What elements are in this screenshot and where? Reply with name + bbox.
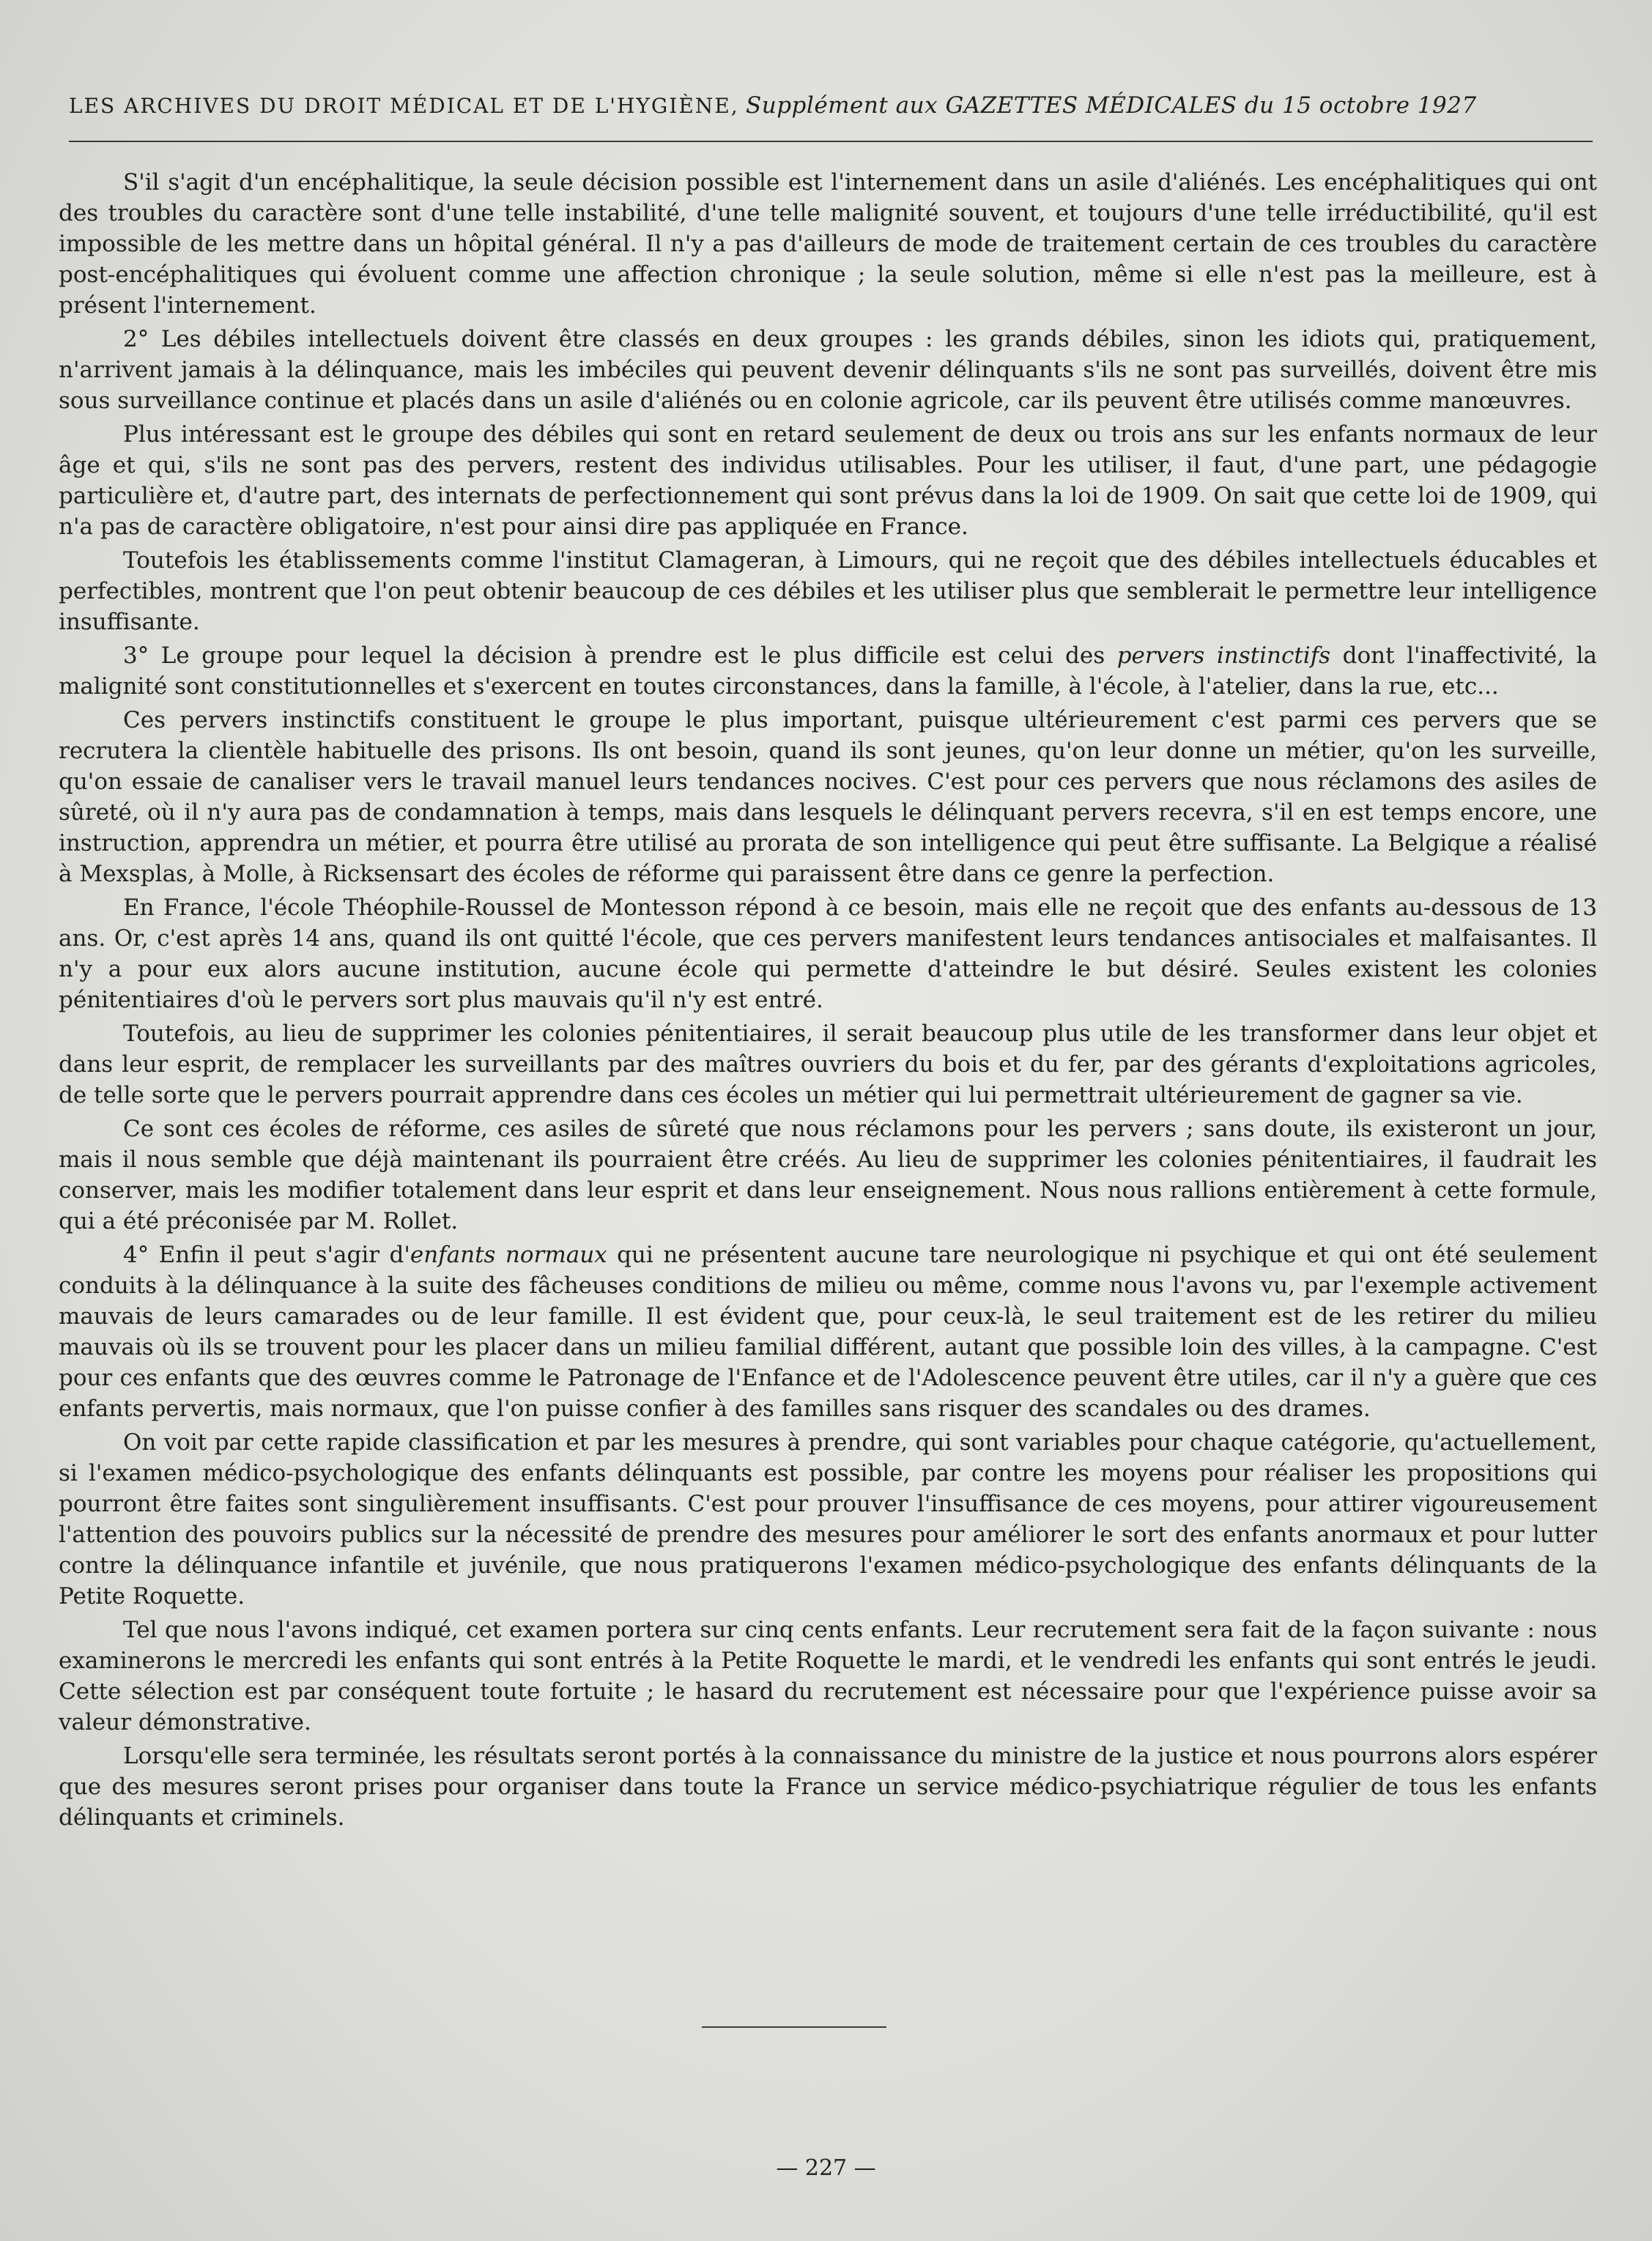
paragraph-text: dont l'inaffectivité, la malignité sont constitutionnelles et s'exercent en toutes circonstances, dans la famille, à l'école, à l'atelier, dans la rue, etc... xyxy=(59,642,1597,700)
paragraph-institut-clamageran: Toutefois les établissements comme l'institut Clamageran, à Limours, qui ne reçoit que des débiles intellectuels éducables et perfectibles, montrent que l'on peut obtenir beaucoup de ces débiles et les utiliser plus que semblerait le permettre leur intelligence insuffisante. xyxy=(59,547,1597,635)
paragraph-classification: On voit par cette rapide classification et par les mesures à prendre, qui sont variables pour chaque catégorie, qu'actuellement, si l'examen médico-psychologique des enfants délinquants est possible, par contre les moyens pour réaliser les propositions qui pourront être faites sont singulièrement insuffisants. C'est pour prouver l'insuffisance de ces moyens, pour attirer vigoureusement l'attention des pouvoirs publics sur la nécessité de prendre des mesures pour améliorer le sort des enfants anormaux et pour lutter contre la délinquance infantile et juvénile, que nous pratiquerons l'examen médico-psychologique des enfants délinquants de la Petite Roquette. xyxy=(59,1429,1597,1610)
running-header xyxy=(69,92,1593,119)
supplement-title: Supplément aux GAZETTES MÉDICALES du 15 octobre 1927 xyxy=(746,92,1477,119)
paragraph-text: qui ne présentent aucune tare neurologique ni psychique et qui ont été seulement conduits à la délinquance à la suite des fâcheuses conditions de milieu ou même, comme nous l'avons vu, par l'exemple activement mauvais de leurs camarades ou de leur famille. Il est évident que, pour ceux-là, le seul traitement est de les retirer du milieu mauvais où ils se trouvent pour les placer dans un milieu familial différent, autant que possible loin des villes, à la campagne. C'est pour ces enfants que des œuvres comme le Patronage de l'Enfance et de l'Adolescence peuvent être utiles, car il n'y a guère que ces enfants pervertis, mais normaux, que l'on puisse confier à des familles sans risquer des scandales ou des drames. xyxy=(59,1242,1597,1422)
paragraph-pervers-instinctifs xyxy=(59,640,1597,702)
paragraph-asiles-surete: Ces pervers instinctifs constituent le groupe le plus important, puisque ultérieurement c'est parmi ces pervers que se recrutera la clientèle habituelle des prisons. Ils ont besoin, quand ils sont jeunes, qu'on leur donne un métier, qu'on les surveille, qu'on essaie de canaliser vers le travail manuel leurs tendances nocives. C'est pour ces pervers que nous réclamons des asiles de sûreté, où il n'y aura pas de condamnation à temps, mais dans lesquels le délinquant pervers recevra, s'il en est temps encore, une instruction, apprendra un métier, et pourra être utilisé au prorata de son intelligence qui peut être suffisante. La Belgique a réalisé à Mexsplas, à Molle, à Ricksensart des écoles de réforme qui paraissent être dans ce genre la perfection. xyxy=(59,707,1597,887)
italic-term: enfants normaux xyxy=(410,1242,607,1268)
paragraph-conclusion: Lorsqu'elle sera terminée, les résultats seront portés à la connaissance du ministre de la justice et nous pourrons alors espérer que des mesures seront prises pour organiser dans toute la France un service médico-psychiatrique régulier de tous les enfants délinquants et criminels. xyxy=(59,1743,1597,1831)
end-rule xyxy=(702,2026,886,2028)
paragraph-encephalitiques: S'il s'agit d'un encéphalitique, la seule décision possible est l'internement dans un asile d'aliénés. Les encéphalitiques qui ont des troubles du caractère sont d'une telle instabilité, d'une telle malignité souvent, et toujours d'une telle irréductibilité, qu'il est impossible de les mettre dans un hôpital général. Il n'y a pas d'ailleurs de mode de traitement certain de ces troubles du caractère post-encéphalitiques qui évoluent comme une affection chronique ; la seule solution, même si elle n'est pas la meilleure, est à présent l'internement. xyxy=(59,169,1597,319)
paragraph-debiles-intellectuels: 2° Les débiles intellectuels doivent être classés en deux groupes : les grands débiles, sinon les idiots qui, pratiquement, n'arrivent jamais à la délinquance, mais les imbéciles qui peuvent devenir délinquants s'ils ne sont pas surveillés, doivent être mis sous surveillance continue et placés dans un asile d'aliénés ou en colonie agricole, car ils peuvent être utilisés comme manœuvres. xyxy=(59,326,1597,414)
paragraph-recrutement: Tel que nous l'avons indiqué, cet examen portera sur cinq cents enfants. Leur recrutement sera fait de la façon suivante : nous examinerons le mercredi les enfants qui sont entrés à la Petite Roquette le mardi, et le vendredi les enfants qui sont entrés le jeudi. Cette sélection est par conséquent toute fortuite ; le hasard du recrutement est nécessaire pour que l'expérience puisse avoir sa valeur démonstrative. xyxy=(59,1617,1597,1736)
paragraph-colonies-penitentiaires: Toutefois, au lieu de supprimer les colonies pénitentiaires, il serait beaucoup plus utile de les transformer dans leur objet et dans leur esprit, de remplacer les surveillants par des maîtres ouvriers du bois et du fer, par des gérants d'exploitations agricoles, de telle sorte que le pervers pourrait apprendre dans ces écoles un métier qui lui permettrait ultérieurement de gagner sa vie. xyxy=(59,1021,1597,1108)
italic-term: pervers instinctifs xyxy=(1116,642,1331,669)
journal-title: LES ARCHIVES DU DROIT MÉDICAL ET DE L'HYGIÈNE, xyxy=(69,94,739,118)
article-body xyxy=(59,167,1597,1836)
paragraph-text: 3° Le groupe pour lequel la décision à prendre est le plus difficile est celui des xyxy=(123,642,1117,669)
paragraph-ecole-theophile-roussel: En France, l'école Théophile-Roussel de Montesson répond à ce besoin, mais elle ne reçoit que des enfants au-dessous de 13 ans. Or, c'est après 14 ans, quand ils ont quitté l'école, que ces pervers manifestent leurs tendances antisociales et malfaisantes. Il n'y a pour eux alors aucune institution, aucune école qui permette d'atteindre le but désiré. Seules existent les colonies pénitentiaires d'où le pervers sort plus mauvais qu'il n'y est entré. xyxy=(59,894,1597,1013)
paragraph-debiles-retard: Plus intéressant est le groupe des débiles qui sont en retard seulement de deux ou trois ans sur les enfants normaux de leur âge et qui, s'ils ne sont pas des pervers, restent des individus utilisables. Pour les utiliser, il faut, d'une part, une pédagogie particulière et, d'autre part, des internats de perfectionnement qui sont prévus dans la loi de 1909. On sait que cette loi de 1909, qui n'a pas de caractère obligatoire, n'est pour ainsi dire pas appliquée en France. xyxy=(59,421,1597,540)
paragraph-ecoles-reforme: Ce sont ces écoles de réforme, ces asiles de sûreté que nous réclamons pour les pervers ; sans doute, ils existeront un jour, mais il nous semble que déjà maintenant ils pourraient être créés. Au lieu de supprimer les colonies pénitentiaires, il faudrait les conserver, mais les modifier totalement dans leur esprit et dans leur enseignement. Nous nous rallions entièrement à cette formule, qui a été préconisée par M. Rollet. xyxy=(59,1116,1597,1234)
paragraph-enfants-normaux xyxy=(59,1240,1597,1424)
paragraph-text: 4° Enfin il peut s'agir d' xyxy=(123,1242,410,1268)
page-number: — 227 — xyxy=(776,2155,876,2181)
header-rule xyxy=(69,141,1593,142)
